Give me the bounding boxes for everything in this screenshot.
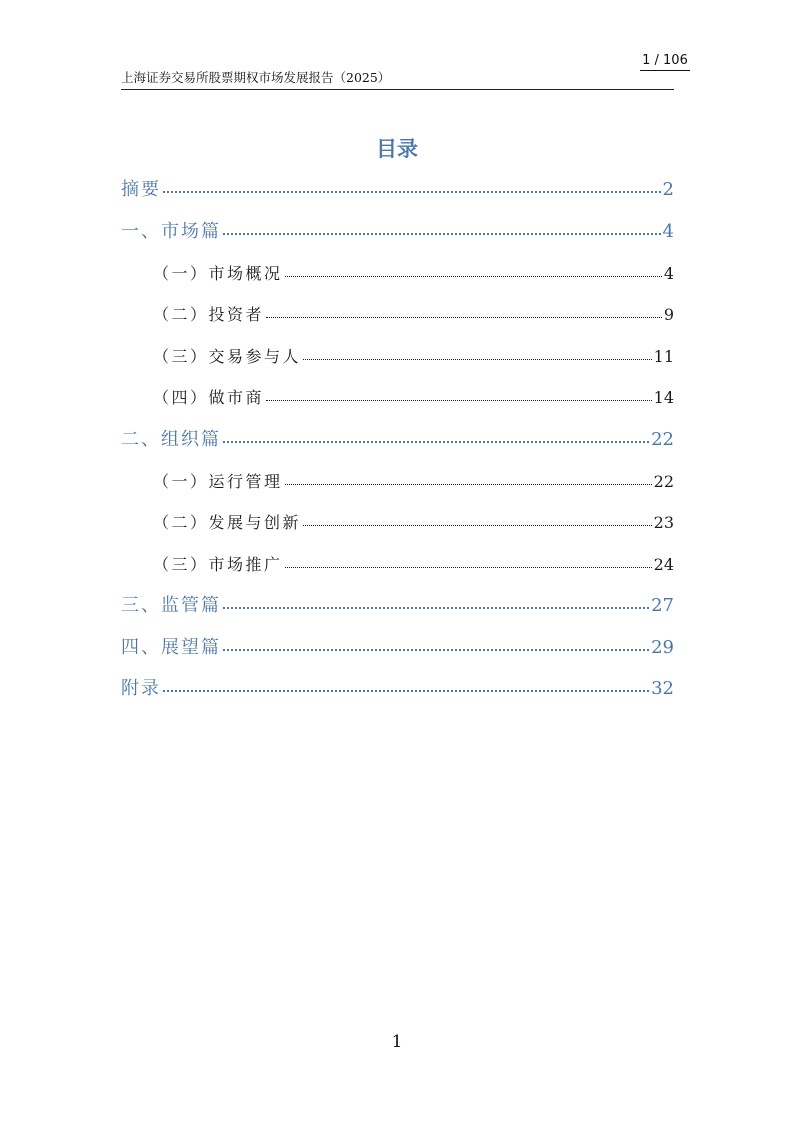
toc-entry-operations[interactable] bbox=[153, 471, 674, 493]
dot-leader bbox=[266, 400, 652, 401]
toc-entry-label: 三、监管篇 bbox=[121, 595, 221, 616]
toc-entry-outlook[interactable] bbox=[121, 636, 674, 660]
toc-entry-label: （三）交易参与人 bbox=[153, 347, 302, 366]
toc-entry-label: 摘要 bbox=[121, 179, 161, 200]
toc-entry-page: 29 bbox=[651, 637, 674, 658]
toc-entry-page: 14 bbox=[653, 388, 674, 407]
toc-entry-label: （三）市场推广 bbox=[153, 555, 283, 574]
dot-leader bbox=[303, 359, 652, 360]
toc-entry-page: 24 bbox=[653, 555, 674, 574]
toc-entry-market[interactable] bbox=[121, 220, 674, 244]
dot-leader bbox=[303, 525, 652, 526]
toc-entry-market-makers[interactable] bbox=[153, 387, 674, 409]
toc-entry-supervision[interactable] bbox=[121, 594, 674, 618]
toc-entry-page: 4 bbox=[662, 221, 674, 242]
toc-entry-appendix[interactable] bbox=[121, 677, 674, 701]
toc-entry-label: 附录 bbox=[121, 678, 161, 699]
dot-leader bbox=[223, 607, 649, 609]
toc-entry-page: 32 bbox=[651, 678, 674, 699]
toc-entry-investors[interactable] bbox=[153, 304, 674, 326]
dot-leader bbox=[285, 484, 652, 485]
toc-entry-label: 一、市场篇 bbox=[121, 221, 221, 242]
toc-entry-label: （二）投资者 bbox=[153, 305, 265, 324]
toc-entry-development-innovation[interactable] bbox=[153, 512, 674, 534]
toc-entry-page: 22 bbox=[653, 472, 674, 491]
toc-entry-page: 27 bbox=[651, 595, 674, 616]
toc-entry-page: 2 bbox=[662, 179, 674, 200]
toc-entry-organization[interactable] bbox=[121, 428, 674, 452]
toc-entry-page: 22 bbox=[651, 429, 674, 450]
toc-entry-market-overview[interactable] bbox=[153, 263, 674, 285]
toc-entry-label: （一）市场概况 bbox=[153, 264, 283, 283]
toc-entry-label: 二、组织篇 bbox=[121, 429, 221, 450]
toc-entry-trading-participants[interactable] bbox=[153, 346, 674, 368]
toc-entry-label: （四）做市商 bbox=[153, 388, 265, 407]
dot-leader bbox=[266, 317, 662, 318]
dot-leader bbox=[223, 441, 649, 443]
dot-leader bbox=[223, 233, 661, 235]
toc-entry-label: （一）运行管理 bbox=[153, 472, 283, 491]
dot-leader bbox=[285, 567, 652, 568]
toc-entry-page: 9 bbox=[663, 305, 674, 324]
header-divider bbox=[121, 89, 674, 90]
toc-entry-page: 23 bbox=[653, 513, 674, 532]
dot-leader bbox=[163, 690, 649, 692]
toc-title: 目录 bbox=[376, 137, 418, 161]
footer-page-number: 1 bbox=[391, 1032, 403, 1052]
document-title-header: 上海证券交易所股票期权市场发展报告（2025） bbox=[121, 70, 391, 85]
toc-entry-label: 四、展望篇 bbox=[121, 637, 221, 658]
toc-entry-summary[interactable] bbox=[121, 178, 674, 202]
toc-entry-market-promotion[interactable] bbox=[153, 554, 674, 576]
toc-entry-page: 4 bbox=[663, 264, 674, 283]
toc-entry-page: 11 bbox=[653, 347, 674, 366]
toc-entry-label: （二）发展与创新 bbox=[153, 513, 302, 532]
dot-leader bbox=[163, 191, 661, 193]
dot-leader bbox=[285, 276, 662, 277]
page-counter: 1 / 106 bbox=[640, 53, 690, 71]
dot-leader bbox=[223, 649, 649, 651]
